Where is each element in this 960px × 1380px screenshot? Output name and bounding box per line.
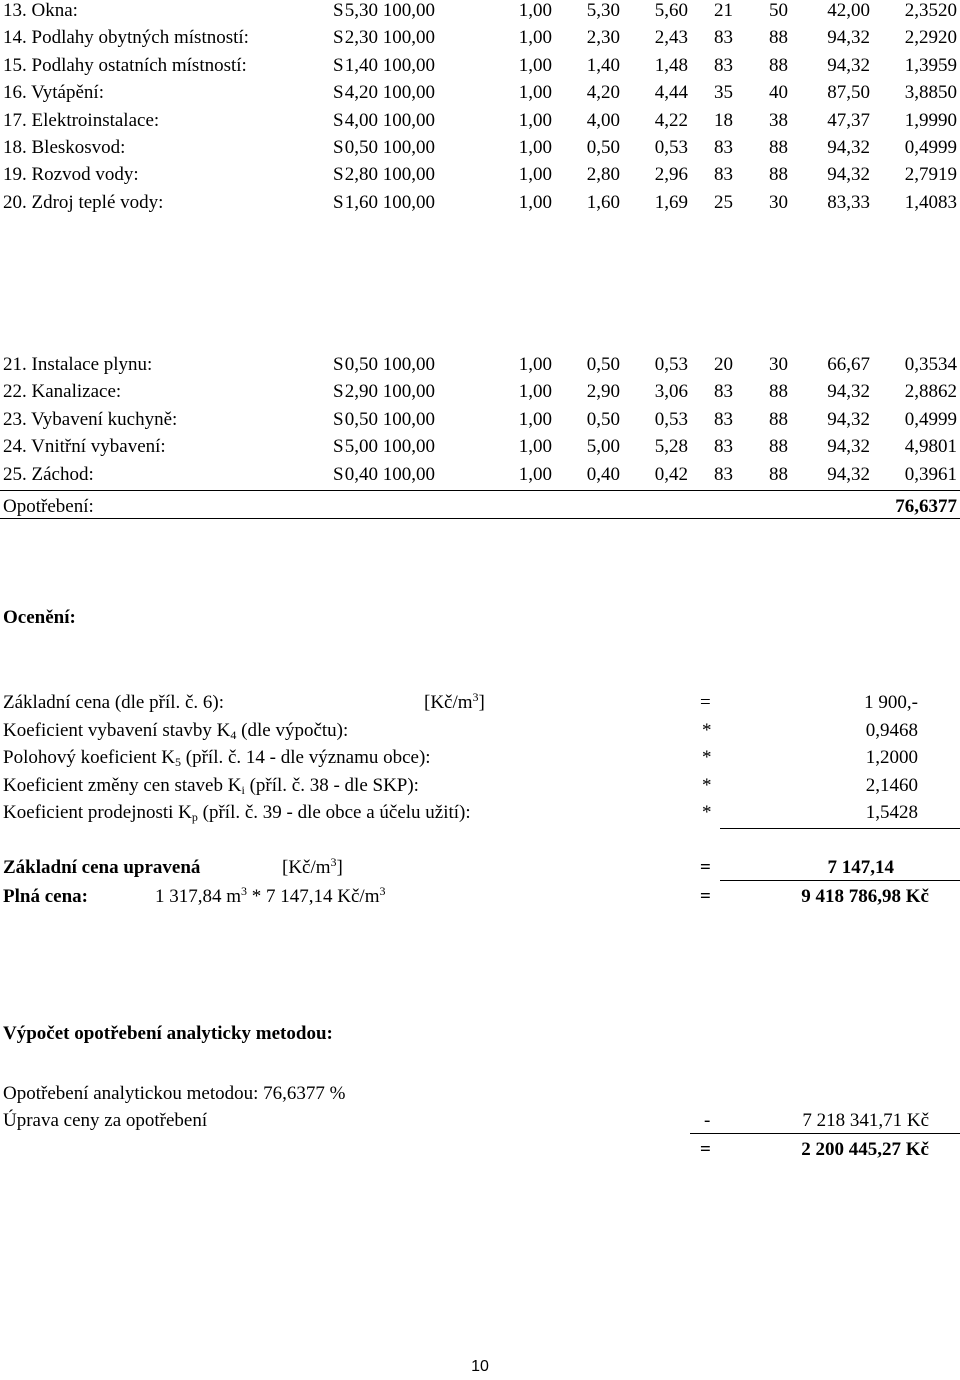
row-value: 2,3520 [904, 0, 957, 21]
base-price-label: Základní cena (dle příl. č. 6): [3, 692, 225, 713]
page-number: 10 [471, 1358, 489, 1375]
row-value: 47,37 [827, 109, 870, 131]
row-type: S [333, 436, 344, 458]
adjusted-unit-prefix: [Kč/m [282, 857, 331, 878]
row-value: 94,32 [827, 381, 870, 403]
row-value: 94,32 [827, 408, 870, 430]
row-value: 1,3959 [904, 54, 957, 76]
row-value: 100,00 [382, 354, 435, 375]
coefficient-operator: * [702, 720, 712, 741]
row-type: S [333, 137, 344, 158]
row-value: 1,00 [518, 408, 552, 430]
table-row [0, 434, 960, 460]
row-name: 18. Bleskosvod: [3, 137, 126, 158]
wear-rule-top [0, 490, 960, 491]
row-value: 88 [769, 54, 788, 76]
row-value: 2,80 [586, 164, 620, 186]
final-price-operator: = [700, 1139, 711, 1160]
coefficient-label [3, 718, 348, 744]
row-value: 0,53 [654, 354, 688, 375]
row-value: 1,69 [654, 191, 688, 213]
coefficient-subscript: 5 [175, 755, 182, 770]
row-value: 0,53 [654, 408, 688, 430]
full-expr-exp2: 3 [379, 884, 386, 898]
row-value: 1,00 [518, 82, 552, 104]
wear-adjustment-value: 7 218 341,71 Kč [802, 1110, 929, 1131]
row-value: 83 [714, 436, 733, 458]
full-price-value: 9 418 786,98 Kč [801, 886, 929, 907]
coefficient-value: 2,1460 [865, 774, 918, 796]
full-price-expression [155, 884, 386, 910]
row-value: 42,00 [827, 0, 870, 21]
table-row [0, 108, 960, 134]
row-value: 40 [769, 82, 788, 104]
analytic-heading: Výpočet opotřebení analyticky metodou: [3, 1023, 333, 1044]
wear-total-label: Opotřebení: [3, 496, 94, 517]
row-value: 0,40 [344, 463, 378, 485]
row-value: 100,00 [382, 109, 435, 131]
row-value: 1,00 [518, 27, 552, 49]
coefficient-label [3, 800, 471, 826]
row-value: 4,20 [586, 82, 620, 104]
row-value: 2,43 [654, 27, 688, 49]
row-value: 0,3961 [904, 463, 957, 485]
row-value: 2,30 [344, 27, 378, 49]
row-value: 2,80 [344, 164, 378, 186]
row-value: 2,90 [344, 381, 378, 403]
row-name: 23. Vybavení kuchyně: [3, 408, 178, 430]
table-row [0, 53, 960, 79]
row-value: 88 [769, 27, 788, 49]
row-value: 3,8850 [904, 82, 957, 104]
row-name: 21. Instalace plynu: [3, 354, 153, 375]
row-value: 1,00 [518, 54, 552, 76]
row-value: 94,32 [827, 137, 870, 158]
row-value: 0,40 [586, 463, 620, 485]
adjusted-price-unit [282, 855, 343, 881]
row-value: 88 [769, 164, 788, 186]
coefficient-label-suffix: (příl. č. 14 - dle významu obce): [181, 747, 431, 769]
coefficient-label-suffix: (příl. č. 38 - dle SKP): [244, 774, 419, 796]
row-value: 94,32 [827, 54, 870, 76]
row-value: 100,00 [382, 408, 435, 430]
wear-adjustment-label: Úprava ceny za opotřebení [3, 1110, 208, 1131]
row-value: 100,00 [382, 463, 435, 485]
row-value: 2,30 [586, 27, 620, 49]
table-row [0, 379, 960, 405]
table-row [0, 190, 960, 216]
row-value: 18 [714, 109, 733, 131]
row-value: 88 [769, 381, 788, 403]
table-row [0, 80, 960, 106]
row-value: 4,9801 [904, 436, 957, 458]
unit-suffix: ] [478, 692, 485, 713]
valuation-heading: Ocenění: [3, 607, 76, 628]
row-value: 1,00 [518, 137, 552, 158]
row-value: 21 [714, 0, 733, 21]
row-value: 1,00 [518, 109, 552, 131]
wear-rule-bottom [0, 518, 960, 519]
row-type: S [333, 381, 344, 403]
row-value: 5,00 [344, 436, 378, 458]
coefficient-value: 0,9468 [865, 720, 918, 741]
adjusted-price-label: Základní cena upravená [3, 857, 201, 878]
wear-adjustment-operator: - [704, 1110, 711, 1131]
row-value: 66,67 [827, 354, 870, 375]
row-value: 94,32 [827, 436, 870, 458]
row-value: 1,60 [586, 191, 620, 213]
row-value: 4,22 [654, 109, 688, 131]
table-row [0, 462, 960, 488]
row-value: 1,40 [344, 54, 378, 76]
row-value: 100,00 [382, 82, 435, 104]
row-value: 83,33 [827, 191, 870, 213]
row-value: 88 [769, 463, 788, 485]
coef-underline [720, 828, 960, 829]
table-row [0, 135, 960, 161]
table-row [0, 162, 960, 188]
wear-total-value: 76,6377 [895, 496, 957, 517]
coefficient-label-text: Koeficient vybavení stavby K [3, 720, 231, 741]
row-value: 1,00 [518, 164, 552, 186]
row-value: 1,40 [586, 54, 620, 76]
row-name: 14. Podlahy obytných místností: [3, 27, 249, 49]
row-type: S [333, 54, 344, 76]
full-expr-area: 1 317,84 m [155, 886, 242, 907]
coefficient-value: 1,2000 [865, 747, 918, 769]
row-value: 94,32 [827, 463, 870, 485]
unit-prefix: [Kč/m [424, 692, 473, 713]
row-value: 30 [769, 191, 788, 213]
row-value: 3,06 [654, 381, 688, 403]
coefficient-subscript: p [191, 810, 198, 825]
coefficient-operator: * [702, 802, 712, 824]
row-value: 5,30 [586, 0, 620, 21]
coefficient-label [3, 773, 419, 799]
row-type: S [333, 109, 344, 131]
row-value: 100,00 [382, 164, 435, 186]
full-price-label: Plná cena: [3, 886, 88, 907]
row-value: 4,00 [586, 109, 620, 131]
full-price-operator: = [700, 886, 711, 907]
row-value: 83 [714, 381, 733, 403]
row-value: 2,90 [586, 381, 620, 403]
row-value: 4,44 [654, 82, 688, 104]
row-value: 2,2920 [904, 27, 957, 49]
row-name: 20. Zdroj teplé vody: [3, 191, 164, 213]
row-value: 1,00 [518, 381, 552, 403]
row-value: 83 [714, 408, 733, 430]
adjusted-underline [720, 880, 960, 881]
row-name: 13. Okna: [3, 0, 78, 21]
row-value: 88 [769, 137, 788, 158]
row-name: 15. Podlahy ostatních místností: [3, 54, 247, 76]
coefficient-label-suffix: (dle výpočtu): [236, 720, 349, 741]
row-value: 20 [714, 354, 733, 375]
full-expr-exp1: 3 [241, 884, 248, 898]
adjusted-unit-exponent: 3 [330, 855, 337, 869]
row-value: 0,50 [344, 408, 378, 430]
coefficient-label-text: Polohový koeficient K [3, 747, 176, 769]
row-value: 38 [769, 109, 788, 131]
row-value: 1,00 [518, 0, 552, 21]
row-value: 5,30 [344, 0, 378, 21]
row-type: S [333, 354, 344, 375]
row-value: 100,00 [382, 381, 435, 403]
row-value: 5,28 [654, 436, 688, 458]
row-value: 100,00 [382, 27, 435, 49]
row-value: 0,50 [586, 354, 620, 375]
row-value: 94,32 [827, 27, 870, 49]
row-value: 1,48 [654, 54, 688, 76]
row-value: 4,00 [344, 109, 378, 131]
row-name: 19. Rozvod vody: [3, 164, 139, 186]
row-value: 1,00 [518, 463, 552, 485]
row-value: 100,00 [382, 137, 435, 158]
row-type: S [333, 82, 344, 104]
coefficient-label-suffix: (příl. č. 39 - dle obce a účelu užití): [197, 802, 471, 824]
coefficient-label-text: Koeficient změny cen staveb K [3, 774, 242, 796]
row-value: 0,50 [586, 408, 620, 430]
row-name: 24. Vnitřní vybavení: [3, 436, 166, 458]
row-value: 1,9990 [904, 109, 957, 131]
row-type: S [333, 408, 344, 430]
row-value: 25 [714, 191, 733, 213]
row-value: 35 [714, 82, 733, 104]
row-value: 0,4999 [904, 408, 957, 430]
row-value: 0,50 [586, 137, 620, 158]
final-price-value: 2 200 445,27 Kč [801, 1139, 929, 1160]
row-value: 88 [769, 408, 788, 430]
row-name: 16. Vytápění: [3, 82, 104, 104]
table-row [0, 25, 960, 51]
row-value: 5,60 [654, 0, 688, 21]
analytic-wear-line: Opotřebení analytickou metodou: 76,6377 % [3, 1083, 346, 1104]
row-type: S [333, 164, 344, 186]
table-row [0, 0, 960, 24]
row-name: 22. Kanalizace: [3, 381, 122, 403]
coefficient-operator: * [702, 747, 712, 769]
adjusted-unit-suffix: ] [336, 857, 343, 878]
adjusted-price-operator: = [700, 857, 711, 878]
row-value: 1,00 [518, 436, 552, 458]
row-value: 30 [769, 354, 788, 375]
row-value: 2,8862 [904, 381, 957, 403]
unit-exponent: 3 [472, 690, 479, 704]
row-type: S [333, 463, 344, 485]
row-name: 25. Záchod: [3, 463, 94, 485]
table-row [0, 407, 960, 433]
full-expr-rate: * 7 147,14 Kč/m [247, 886, 380, 907]
row-value: 0,53 [654, 137, 688, 158]
row-value: 83 [714, 27, 733, 49]
row-value: 1,60 [344, 191, 378, 213]
coefficient-label-text: Koeficient prodejnosti K [3, 802, 192, 824]
row-name: 17. Elektroinstalace: [3, 109, 160, 131]
coefficient-subscript: i [241, 782, 245, 797]
row-value: 100,00 [382, 436, 435, 458]
coefficient-label [3, 745, 431, 771]
row-type: S [333, 0, 344, 21]
table-row [0, 352, 960, 378]
row-value: 83 [714, 463, 733, 485]
row-value: 0,4999 [904, 137, 957, 158]
row-value: 1,00 [518, 191, 552, 213]
row-value: 1,4083 [904, 191, 957, 213]
row-value: 0,3534 [904, 354, 957, 375]
row-value: 1,00 [518, 354, 552, 375]
coefficient-value: 1,5428 [865, 802, 918, 824]
row-value: 94,32 [827, 164, 870, 186]
row-value: 0,50 [344, 137, 378, 158]
row-value: 2,7919 [904, 164, 957, 186]
coefficient-operator: * [702, 774, 712, 796]
coefficient-subscript: 4 [230, 728, 237, 742]
row-value: 83 [714, 137, 733, 158]
row-type: S [333, 27, 344, 49]
row-value: 83 [714, 54, 733, 76]
row-type: S [333, 191, 344, 213]
adjusted-price-value: 7 147,14 [827, 857, 894, 878]
row-value: 0,42 [654, 463, 688, 485]
row-value: 4,20 [344, 82, 378, 104]
row-value: 100,00 [382, 54, 435, 76]
row-value: 100,00 [382, 191, 435, 213]
row-value: 5,00 [586, 436, 620, 458]
row-value: 50 [769, 0, 788, 21]
row-value: 2,96 [654, 164, 688, 186]
row-value: 88 [769, 436, 788, 458]
base-price-value: 1 900,- [864, 692, 918, 713]
base-price-unit [424, 690, 485, 716]
row-value: 83 [714, 164, 733, 186]
row-value: 87,50 [827, 82, 870, 104]
row-value: 100,00 [382, 0, 435, 21]
base-price-operator: = [700, 692, 711, 713]
adjustment-underline [690, 1133, 960, 1134]
row-value: 0,50 [344, 354, 378, 375]
